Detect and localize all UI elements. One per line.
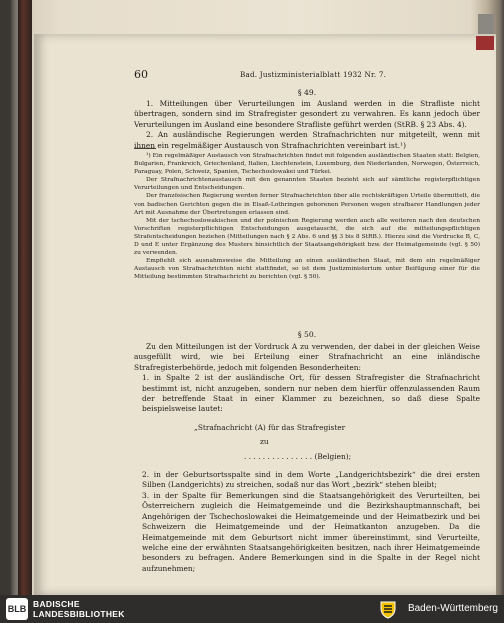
footnote-5: Empfiehlt sich ausnahmsweise die Mitteilung an einen ausländischen Staat, mit dem ein regelmäßiger Austausch von Strafnachrichten nicht stattfindet, so ist dem Justizministerium unter Beifügung einer für die Mitteilung bestimmten Strafnachricht zu berichten (vgl. § 50). — [134, 258, 480, 281]
form-example-line-2: zu — [260, 437, 269, 447]
footnote-4: Mit der tschechoslowakischen und der polnischen Regierung werden auch alle weiteren nach den deutschen Vorschriften registerpflichtigen Entscheidungen ausgetauscht, die sich auf die mitteilungspflichtigen Strafentscheidungen beziehen (Mitteilungen nach § 2 Abs. 6 und §§ 3 bis 8 StRB.). Hierzu sind die Vordrucke B, C, D und E unter Ergänzung des Musters hinsichtlich der Staatsangehörigkeit bzw. der Heimatgemeinde (vgl. § 50) zu verwenden. — [134, 217, 480, 257]
form-example-line-1: „Strafnachricht (A) für das Strafregister — [194, 422, 346, 432]
section-49-footnotes — [134, 152, 480, 282]
viewer-footer-bar — [0, 595, 504, 623]
blb-logo-icon[interactable]: BLB — [6, 598, 28, 620]
state-name[interactable]: Baden-Württemberg — [407, 603, 498, 614]
library-name-line-1: BADISCHE — [33, 599, 80, 609]
footnote-3: Der französischen Regierung werden ferner Strafnachrichten über alle rechtskräftigen Urteile übermittelt, die von badischen Gerichten gegen die in Elsaß-Lothringen geborenen Personen wegen strafbarer Handlungen jeder Art mit Ausnahme der Übertretungen erlassen sind. — [134, 193, 480, 216]
footnote-separator — [134, 148, 156, 149]
footnote-2: Der Strafnachrichtenaustausch mit den genannten Staaten bezieht sich auf sämtliche registerpflichtigen Verurteilungen und Entscheidungen. — [134, 177, 480, 192]
section-50-body — [134, 342, 480, 574]
section-49-title: § 49. — [297, 88, 317, 97]
library-name-line-2: LANDESBIBLIOTHEK — [33, 608, 125, 619]
section-49-body — [134, 99, 480, 151]
bookmark-tab-grey — [478, 14, 494, 34]
bookmark-tab-red — [476, 36, 494, 50]
section-50-item-2: 2. in der Geburtsortsspalte sind in dem Worte „Landgerichtsbezirk“ die drei ersten Silben (Landgerichts) zu streichen, sodaß nur das Wort „bezirk“ stehen bleibt; — [142, 470, 480, 490]
library-name[interactable] — [33, 600, 125, 619]
section-49-paragraph-2: 2. An ausländische Regierungen werden Strafnachrichten nur mitgeteilt, wenn mit ihnen ein regelmäßiger Austausch von Strafnachrichten vereinbart ist.¹) — [134, 130, 480, 150]
section-50-title: § 50. — [297, 330, 317, 339]
book-spine — [18, 0, 32, 595]
footnote-1: ¹) Ein regelmäßiger Austausch von Strafnachrichten findet mit folgenden ausländischen Staaten statt: Belgien, Bulgarien, Frankreich, Griechenland, Italien, Liechtenstein, Luxemburg, den Niederlanden, Norwegen, Österreich, Paraguay, Polen, Schweiz, Spanien, Tschechoslowakei und Türkei. — [134, 153, 480, 176]
section-50-item-3: 3. in der Spalte für Bemerkungen sind die Staatsangehörigkeit des Verurteilten, bei Österreichern zugleich die Heimatgemeinde und die Bezirkshauptmannschaft, bei Angehörigen der Tschechoslowakei die Heimatgemeinde und der Heimatbezirk und bei Schweizern die Heimatgemeinde und der Heimatkanton anzugeben. Da die Heimatgemeinde mit dem Geburtsort nicht immer übereinstimmt, sind Verurteilte, welche eine der erwähnten Staatsangehörigkeiten besitzen, nach ihrer Heimatgemeinde besonders zu befragen. Andere Bemerkungen sind in die Spalte in der Regel nicht aufzunehmen; — [142, 490, 480, 573]
running-header: Bad. Justizministerialblatt 1932 Nr. 7. — [240, 70, 387, 79]
form-example-line-3: . . . . . . . . . . . . . . . (Belgien); — [244, 451, 352, 461]
section-49-paragraph-1: 1. Mitteilungen über Verurteilungen im Ausland werden in die Strafliste nicht übertragen, sondern sind im Strafregister gesondert zu verwahren. Es kann jedoch über Verurteilungen im Ausland eine besondere Strafliste geführt werden (StRB. § 23 Abs. 4). — [134, 99, 480, 129]
section-50-intro: Zu den Mitteilungen ist der Vordruck A zu verwenden, der dabei in der gleichen Weise ausgefüllt wird, wie bei Erteilung einer Strafnachricht an eine inländische Strafregisterbehörde, jedoch mit folgenden Besonderheiten: — [134, 342, 480, 372]
section-50-item-1: 1. in Spalte 2 ist der ausländische Ort, für dessen Strafregister die Strafnachricht bestimmt ist, nicht anzugeben, sondern nur neben dem hierfür offenzulassenden Raum der betreffende Staat in einer Klammer zu bezeichnen, so daß diese Spalte beispielsweise lautet: — [142, 373, 480, 414]
state-crest-icon[interactable] — [378, 599, 398, 619]
page-number: 60 — [134, 68, 148, 81]
